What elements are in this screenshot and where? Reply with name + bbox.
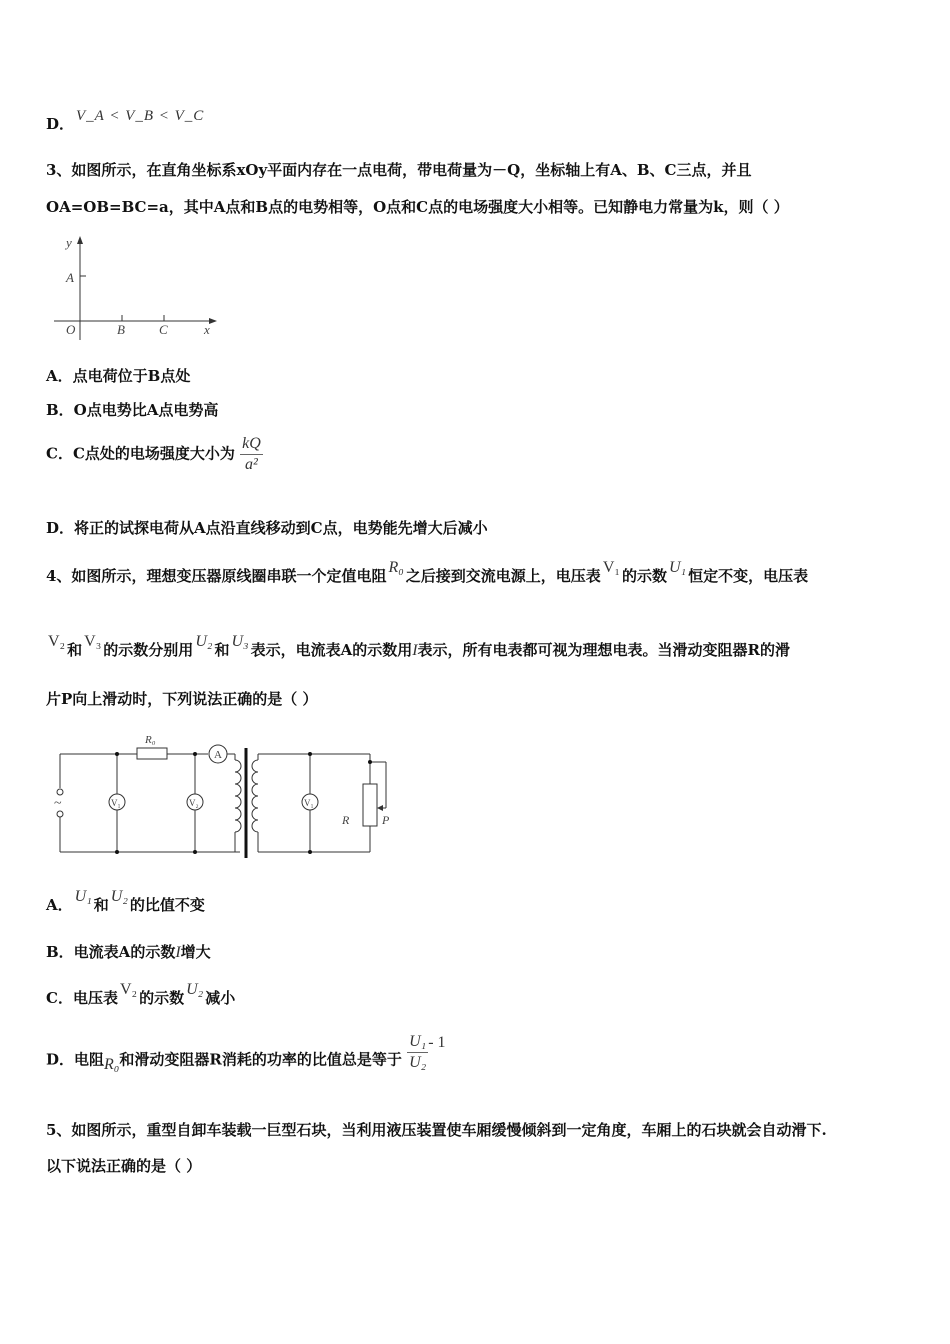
v3-symbol: V₃	[84, 633, 102, 650]
u2-symbol: U₂	[186, 981, 204, 998]
q3-option-d: D．将正的试探电荷从A点沿直线移动到C点，电势能先增大后减小	[46, 519, 488, 537]
text: 表示，电流表A的示数用	[250, 641, 413, 659]
text: 和滑动变阻器R消耗的功率的比值总是等于	[119, 1050, 402, 1069]
y-axis-label: y	[66, 235, 72, 250]
ammeter-label: A	[214, 749, 222, 761]
text: B．电流表A的示数	[46, 943, 176, 961]
v1-label: V₁	[111, 798, 121, 808]
ac-source-label: ~	[54, 796, 62, 811]
q4-line1	[46, 559, 809, 587]
i-symbol: I	[175, 944, 181, 961]
text: 减小	[205, 989, 236, 1007]
formula: V_A < V_B < V_C	[76, 108, 205, 124]
point-c-label: C	[159, 322, 168, 337]
q3-option-a: A．点电荷位于B点处	[46, 367, 191, 385]
text: 恒定不变，电压表	[688, 567, 809, 585]
u3-symbol: U₃	[231, 633, 249, 650]
v3-label: V₁	[304, 798, 314, 808]
denominator: a²	[245, 456, 258, 473]
q5-line1: 5、如图所示，重型自卸车装载一巨型石块，当利用液压装置使车厢缓慢倾斜到一定角度，车厢上的石块就会自动滑下.	[46, 1121, 827, 1139]
v2-symbol: V₂	[48, 633, 66, 650]
q3-line1: 3、如图所示，在直角坐标系xOy平面内存在一点电荷，带电荷量为－Q，坐标轴上有A、B、C三点，并且	[46, 161, 752, 179]
text: 的示数	[139, 989, 185, 1007]
numerator: kQ	[240, 434, 263, 455]
q4-option-a	[46, 888, 205, 916]
r0-symbol: R₀	[104, 1055, 120, 1073]
u1-symbol: U₁	[74, 888, 92, 905]
q4-option-c	[46, 981, 236, 1009]
q4-option-b	[46, 942, 211, 963]
text: 的示数	[621, 567, 667, 585]
fraction	[240, 434, 263, 475]
v2-label: V₂	[189, 798, 199, 808]
q4-line3: 片P向上滑动时，下列说法正确的是（ ）	[46, 690, 318, 708]
numerator: U₁	[407, 1032, 428, 1053]
u1-symbol: U₁	[668, 559, 687, 576]
v1-symbol: V₁	[602, 559, 620, 576]
q4-option-d	[46, 1033, 446, 1081]
q5-line2: 以下说法正确的是（ ）	[46, 1157, 202, 1175]
q4-line2	[46, 633, 791, 661]
u2-symbol: U₂	[110, 888, 128, 905]
denominator: U₂	[409, 1054, 427, 1071]
r0-symbol: R₀	[388, 559, 404, 576]
q4-circuit-diagram	[50, 728, 400, 863]
x-axis-label: x	[204, 322, 210, 337]
text: 的示数分别用	[103, 641, 194, 659]
text: 和	[93, 896, 109, 914]
text: 和	[214, 641, 230, 659]
i-symbol: I	[412, 642, 418, 659]
point-b-label: B	[117, 322, 125, 337]
text: 增大	[180, 943, 211, 961]
option-text: C．C点处的电场强度大小为	[46, 444, 235, 463]
q3-line2: OA=OB=BC=a，其中A点和B点的电势相等，O点和C点的电场强度大小相等。已知静电力常量为k，则（ ）	[46, 198, 789, 216]
q3-option-c	[46, 434, 263, 475]
text: C．电压表	[46, 989, 118, 1007]
q3-coordinate-figure	[48, 230, 228, 345]
point-a-label: A	[66, 270, 74, 285]
option-label: A．	[46, 896, 73, 914]
minus-one: - 1	[428, 1033, 446, 1051]
option-label: D．	[46, 115, 75, 133]
r0-label: R₀	[145, 734, 156, 746]
text: 之后接到交流电源上，电压表	[405, 567, 601, 585]
text: 和	[67, 641, 83, 659]
text: 表示，所有电表都可视为理想电表。当滑动变阻器R的滑	[417, 641, 791, 659]
text: 的比值不变	[129, 896, 205, 914]
v2-symbol: V₂	[119, 981, 138, 998]
p-label: P	[382, 813, 390, 827]
text: 4、如图所示，理想变压器原线圈串联一个定值电阻	[46, 567, 387, 585]
text: D．电阻	[46, 1050, 105, 1069]
origin-label: O	[66, 322, 76, 337]
q3-option-b: B．O点电势比A点电势高	[46, 401, 219, 419]
fraction	[407, 1032, 428, 1073]
prev-option-d	[46, 108, 206, 135]
r-label: R	[342, 813, 350, 827]
u2-symbol: U₂	[195, 633, 213, 650]
